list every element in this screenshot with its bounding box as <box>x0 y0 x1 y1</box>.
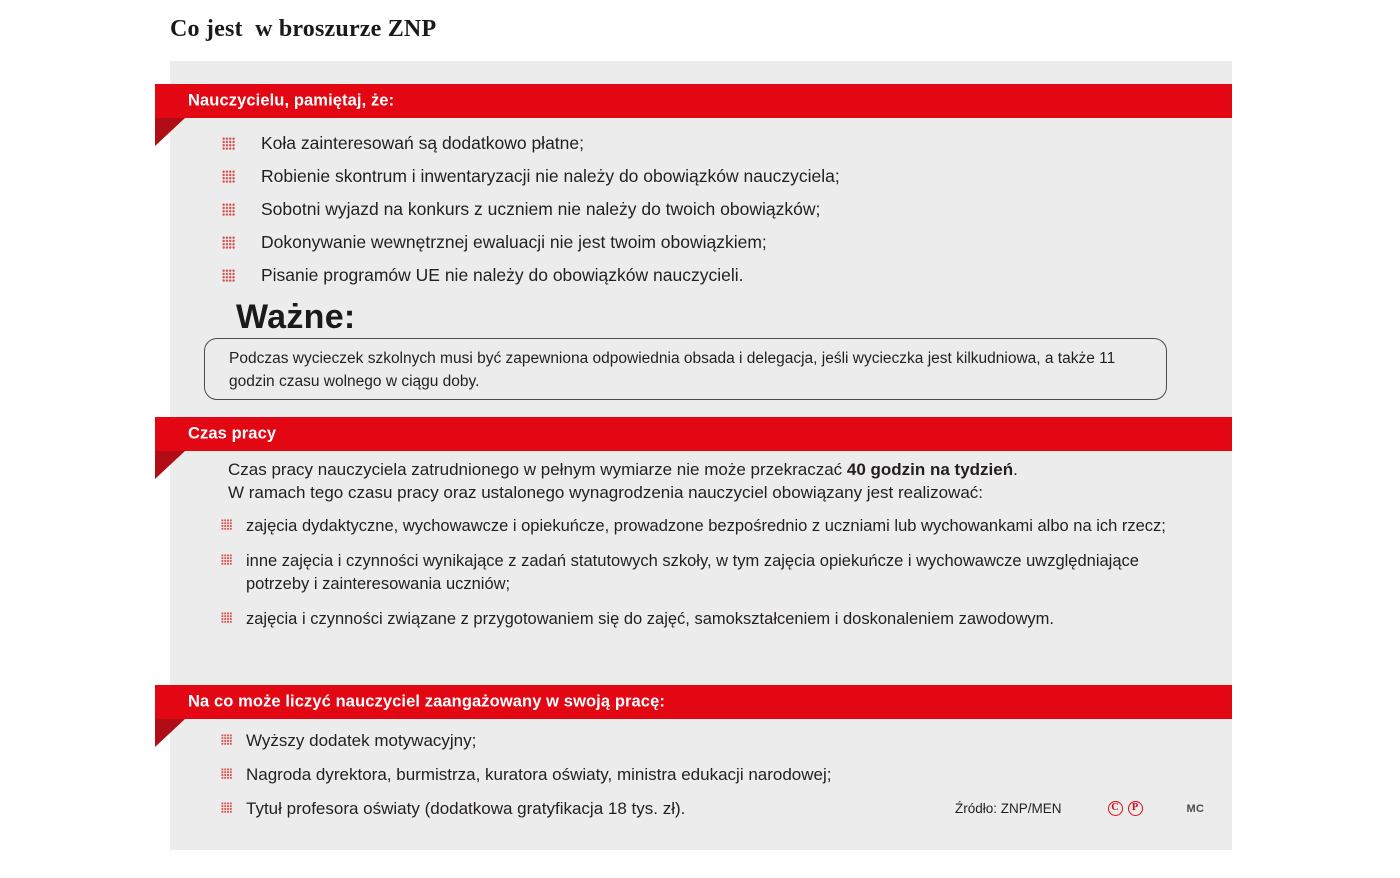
list-item-label: Robienie skontrum i inwentaryzacji nie należy do obowiązków nauczyciela; <box>261 166 840 186</box>
important-note-text: Podczas wycieczek szkolnych musi być zapewniona odpowiednia obsada i delegacja, jeśli wycieczka jest kilkudniowa, a także 11 godzin czasu wolnego w ciągu doby. <box>229 350 1116 390</box>
list-item <box>221 608 1181 631</box>
list-czas-pracy <box>221 515 1181 643</box>
list-item-label: Sobotni wyjazd na konkurs z uczniem nie należy do twoich obowiązków; <box>261 199 821 219</box>
list-item-label: Dokonywanie wewnętrznej ewaluacji nie jest twoim obowiązkiem; <box>261 232 767 252</box>
copyright-p-icon: P <box>1128 801 1143 816</box>
section-header-na-co-moze-liczyc <box>155 685 1232 719</box>
bullet-grid-icon <box>222 236 235 249</box>
list-item <box>222 132 1122 165</box>
footer-credits <box>955 801 1204 816</box>
list-item-label: Nagroda dyrektora, burmistrza, kuratora oświaty, ministra edukacji narodowej; <box>246 765 832 784</box>
work-time-paragraph <box>228 458 1208 504</box>
bullet-grid-icon <box>221 802 232 813</box>
work-time-line1-before: Czas pracy nauczyciela zatrudnionego w pełnym wymiarze nie może przekraczać <box>228 460 847 479</box>
bullet-grid-icon <box>222 269 235 282</box>
list-item-label: Wyższy dodatek motywacyjny; <box>246 731 477 750</box>
list-item <box>221 730 1121 764</box>
list-nauczycielu <box>222 132 1122 297</box>
important-note-box <box>204 338 1167 400</box>
section-header-label: Na co może liczyć nauczyciel zaangażowany w swoją pracę: <box>188 692 665 711</box>
bullet-grid-icon <box>221 612 232 623</box>
important-heading: Ważne: <box>236 298 356 336</box>
copyright-marks <box>1108 801 1143 816</box>
list-item <box>222 198 1122 231</box>
bullet-grid-icon <box>222 137 235 150</box>
bullet-grid-icon <box>222 170 235 183</box>
work-time-highlight: 40 godzin na tydzień <box>846 460 1014 479</box>
list-item <box>222 165 1122 198</box>
bullet-grid-icon <box>221 554 232 565</box>
bullet-grid-icon <box>221 519 232 530</box>
list-item-label: inne zajęcia i czynności wynikające z zadań statutowych szkoły, w tym zajęcia opiekuńcze i wychowawcze uwzględniające potrzeby i zainteresowania uczniów; <box>246 552 1139 593</box>
list-item-label: Koła zainteresowań są dodatkowo płatne; <box>261 133 584 153</box>
list-item <box>221 550 1181 596</box>
source-label: Źródło: ZNP/MEN <box>955 801 1062 816</box>
list-item-label: Pisanie programów UE nie należy do obowiązków nauczycieli. <box>261 265 744 285</box>
list-item-label: zajęcia dydaktyczne, wychowawcze i opiekuńcze, prowadzone bezpośrednio z uczniami lub wychowankami albo na ich rzecz; <box>246 517 1166 535</box>
author-initials: MC <box>1186 802 1205 815</box>
section-header-label: Nauczycielu, pamiętaj, że: <box>188 91 395 110</box>
list-item <box>222 231 1122 264</box>
list-item <box>222 264 1122 297</box>
bullet-grid-icon <box>222 203 235 216</box>
bullet-grid-icon <box>221 734 232 745</box>
section-header-nauczycielu <box>155 84 1232 118</box>
section-header-label: Czas pracy <box>188 424 277 443</box>
page-title: Co jest w broszurze ZNP <box>170 16 437 42</box>
work-time-line1-after: . <box>1013 460 1018 479</box>
section-header-czas-pracy <box>155 417 1232 451</box>
list-item-label: zajęcia i czynności związane z przygotowaniem się do zajęć, samokształceniem i doskonaleniem zawodowym. <box>246 610 1054 628</box>
list-item-label: Tytuł profesora oświaty (dodatkowa gratyfikacja 18 tys. zł). <box>246 799 686 818</box>
list-na-co-moze-liczyc <box>221 730 1121 832</box>
work-time-line2: W ramach tego czasu pracy oraz ustalonego wynagrodzenia nauczyciel obowiązany jest realizować: <box>228 483 983 502</box>
list-item <box>221 515 1181 538</box>
list-item <box>221 764 1121 798</box>
copyright-c-icon: C <box>1108 801 1123 816</box>
bullet-grid-icon <box>221 768 232 779</box>
